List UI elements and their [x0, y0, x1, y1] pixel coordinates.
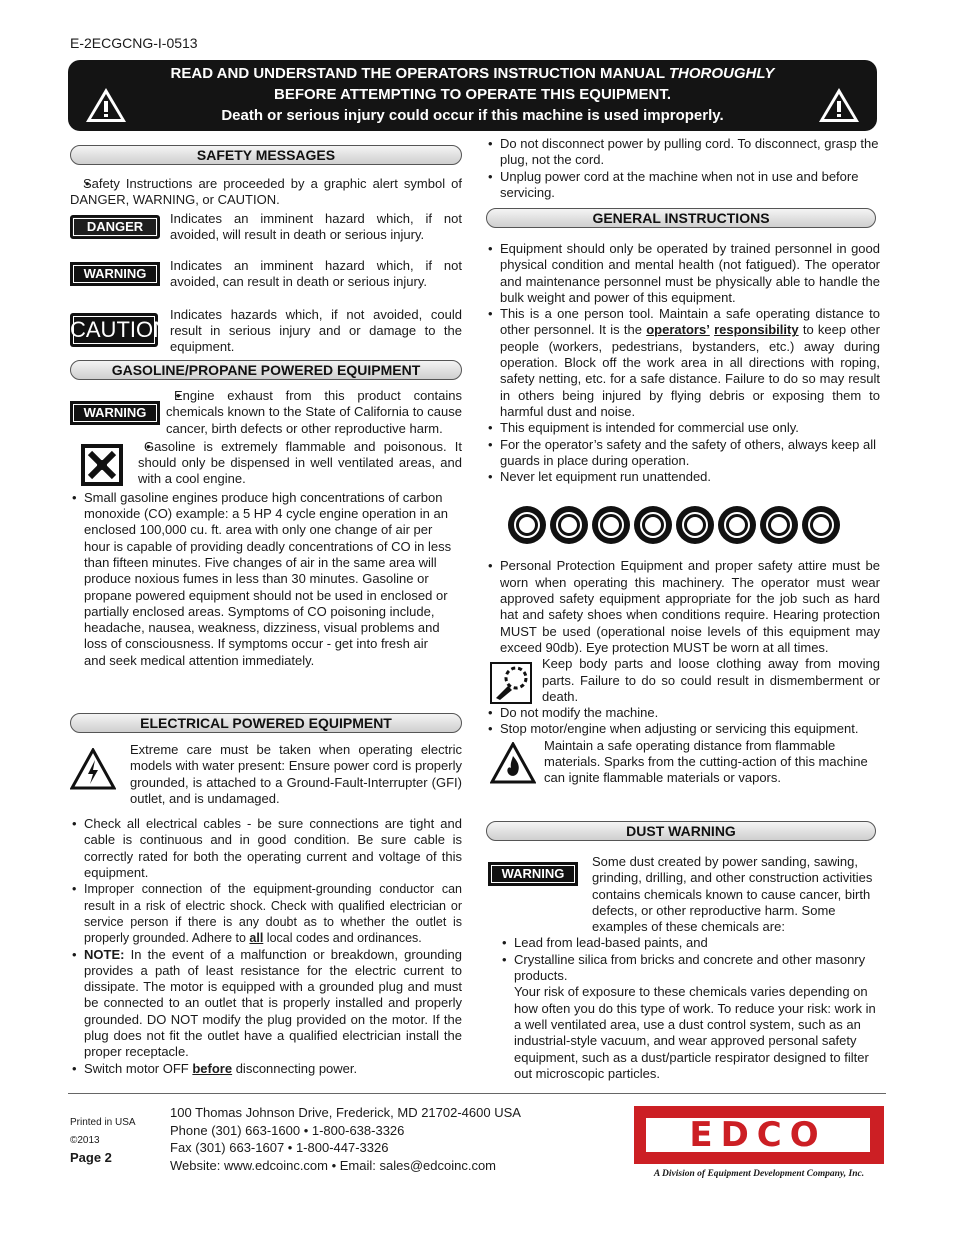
- list-item: • Unplug power cord at the machine when not in use and before servicing.: [486, 169, 880, 202]
- electrical-intro: Extreme care must be taken when operating electric models with water present: Ensure power cord is properly grounded, is attached to a Ground-Fault-Interrupter (GFI) outlet, and is undamaged.: [130, 742, 462, 806]
- respirator-icon: [718, 506, 756, 544]
- list-item: • Safety Instructions are proceeded by a graphic alert symbol of DANGER, WARNING, or CAUTION.: [70, 176, 462, 209]
- moving-parts-icon: [490, 662, 532, 704]
- safety-harness-icon: [802, 506, 840, 544]
- banner-line-3: Death or serious injury could occur if this machine is used improperly.: [221, 107, 724, 124]
- list-item: • Personal Protection Equipment and proper safety attire must be worn when operating this machinery. The operator must wear approved safety equipment appropriate for the job such as hard hat and safety shoes when conditions require. Hearing protection MUST be used (operational noise levels of this equipment may exceed 90db). Eye protection MUST be worn at all times.: [486, 558, 880, 656]
- contact-info: [170, 1104, 521, 1174]
- list-item: • Lead from lead-based paints, and: [500, 935, 880, 951]
- list-item: • Never let equipment run unattended.: [486, 469, 880, 485]
- warning-triangle-icon: [817, 86, 861, 124]
- warning-banner: [68, 60, 877, 131]
- list-item: • Gasoline is extremely flammable and poisonous. It should only be dispensed in well ventilated areas, and with a cool engine.: [138, 439, 462, 488]
- section-title: GENERAL INSTRUCTIONS: [486, 208, 876, 228]
- dust-warning-section: [486, 821, 880, 1082]
- gasoline-section: [70, 360, 462, 669]
- list-item: • Equipment should only be operated by trained personnel in good physical condition and mental health (not fatigued). The operator and maintenance personnel must be physically able to handle the bulk weight and power of this equipment.: [486, 241, 880, 306]
- section-title: GASOLINE/PROPANE POWERED EQUIPMENT: [70, 360, 462, 380]
- list-item: • This equipment is intended for commercial use only.: [486, 420, 880, 436]
- flammable-text: Maintain a safe operating distance from flammable materials. Sparks from the cutting-action of this machine can ignite flammable materials or vapors.: [544, 737, 868, 786]
- list-item: • Check all electrical cables - be sure connections are tight and cable is continuous and in good condition. Be sure cable is correctly rated for both the operating current and voltage of this equipment.: [70, 816, 462, 881]
- page-number: Page 2: [70, 1150, 112, 1165]
- dust-risk: Your risk of exposure to these chemicals varies depending on how often you do this type of work. To reduce your risk: work in a well ventilated area, use a dust control system, such as an industrial-style vacuum, and wear approved personal safety equipment, such as a dust/particle respirator designed to filter out microscopic particles.: [514, 984, 876, 1081]
- website-email: Website: www.edcoinc.com • Email: sales@edcoinc.com: [170, 1157, 497, 1173]
- warning-badge: WARNING: [70, 401, 160, 425]
- copyright: ©2013: [70, 1135, 100, 1146]
- flammable-icon: [490, 742, 536, 784]
- list-item: • Do not modify the machine.: [486, 705, 880, 721]
- list-item: • Crystalline silica from bricks and concrete and other masonry products.: [500, 952, 880, 985]
- section-title: ELECTRICAL POWERED EQUIPMENT: [70, 713, 462, 733]
- list-item: • For the operator’s safety and the safety of others, always keep all guards in place during operation.: [486, 437, 880, 470]
- safety-messages-section: [70, 145, 462, 356]
- ppe-icons: [508, 506, 880, 544]
- banner-line-1: READ AND UNDERSTAND THE OPERATORS INSTRUCTION MANUAL THOROUGHLY: [170, 65, 775, 82]
- warning-triangle-icon: [84, 86, 128, 124]
- safety-shoes-icon: [592, 506, 630, 544]
- electrical-section: [70, 713, 462, 1077]
- dust-intro: Some dust created by power sanding, sawing, grinding, drilling, and other construction activities contains chemicals known to cause cancer, birth defects, or other reproductive harm. Some examples of these chemicals are:: [592, 854, 873, 935]
- caution-badge: CAUTION: [70, 313, 158, 347]
- list-item: • Switch motor OFF before disconnecting power.: [70, 1061, 462, 1077]
- moving-parts-text: Keep body parts and loose clothing away from moving parts. Failure to do so could result in dismemberment or death.: [542, 656, 880, 704]
- eye-protection-icon: [508, 506, 546, 544]
- division-tagline: A Division of Equipment Development Company, Inc.: [653, 1169, 865, 1179]
- fax: Fax (301) 663-1607 • 1-800-447-3326: [170, 1140, 389, 1155]
- list-item: • Do not disconnect power by pulling cord. To disconnect, grasp the plug, not the cord.: [486, 136, 880, 169]
- danger-badge: DANGER: [70, 215, 160, 239]
- document-id: E-2ECGCNG-I-0513: [70, 35, 198, 51]
- printed-in: Printed in USA: [70, 1117, 136, 1128]
- power-cord-section: [486, 136, 880, 201]
- hearing-protection-icon: [550, 506, 588, 544]
- banner-line-2: BEFORE ATTEMPTING TO OPERATE THIS EQUIPMENT.: [274, 86, 671, 103]
- no-fire-icon: [80, 443, 124, 487]
- footer-divider: [68, 1093, 886, 1094]
- list-item: • Stop motor/engine when adjusting or servicing this equipment.: [486, 721, 880, 737]
- list-item: • Engine exhaust from this product contains chemicals known to the State of California to cause cancer, birth defects or other reproductive harm.: [166, 388, 462, 437]
- general-instructions-section: [486, 208, 880, 787]
- list-item: • Improper connection of the equipment-grounding conductor can result in a risk of electric shock. Check with qualified electrician or service person if there is any doubt as to whether the outlet is properly grounded. Adhere to all local codes and ordinances.: [70, 881, 462, 946]
- warning-badge: WARNING: [70, 262, 160, 286]
- phone: Phone (301) 663-1600 • 1-800-638-3326: [170, 1122, 405, 1138]
- list-item: • This is a one person tool. Maintain a safe operating distance to other personnel. It is the operators’ responsibility to keep other people (workers, pedestrians, bystanders, etc.) away during operation. Block off the work area in all directions with roping, safety netting, etc. for a safe distance. Failure to do so may result in others being injured by flying debris or exposing them to harmful dust and noise.: [486, 306, 880, 420]
- warning-badge: WARNING: [488, 862, 578, 886]
- section-title: SAFETY MESSAGES: [70, 145, 462, 165]
- list-item: • Small gasoline engines produce high concentrations of carbon monoxide (CO) example: a 5 HP 4 cycle engine operation in an enclosed 100,000 cu. ft. area with only one change of air per hour is capable of providing deadly concentrations of CO in less than fifteen minutes. Five changes of air in the same area will produce noxious fumes in less than 30 minutes. Gasoline or propane powered equipment should not be used in enclosed or partially enclosed areas. Symptoms of CO poisoning include, headache, nausea, weakness, dizziness, visual problems and loss of consciousness. If symptoms occur - get into fresh air and seek medical attention immediately.: [70, 490, 462, 669]
- warning-text: Indicates an imminent hazard which, if not avoided, can result in death or serious injury.: [170, 258, 462, 290]
- face-shield-icon: [676, 506, 714, 544]
- address: 100 Thomas Johnson Drive, Frederick, MD 21702-4600 USA: [170, 1105, 521, 1120]
- caution-text: Indicates hazards which, if not avoided, could result in serious injury and or damage to the equipment.: [170, 306, 462, 355]
- list-item: • NOTE: In the event of a malfunction or breakdown, grounding provides a path of least resistance for the electric current to dissipate. The motor is equipped with a grounded plug and must be connected to an outlet that is properly installed and properly grounded. DO NOT modify the plug provided on the motor. If the plug does not fit the outlet have a qualified electrician install the proper receptacle.: [70, 947, 462, 1061]
- electric-shock-icon: [70, 748, 116, 790]
- edco-logo: [634, 1106, 884, 1164]
- logo-wordmark: EDCO: [646, 1118, 870, 1152]
- danger-text: Indicates an imminent hazard which, if not avoided, will result in death or serious injury.: [170, 210, 462, 242]
- gloves-icon: [634, 506, 672, 544]
- hard-hat-icon: [760, 506, 798, 544]
- section-title: DUST WARNING: [486, 821, 876, 841]
